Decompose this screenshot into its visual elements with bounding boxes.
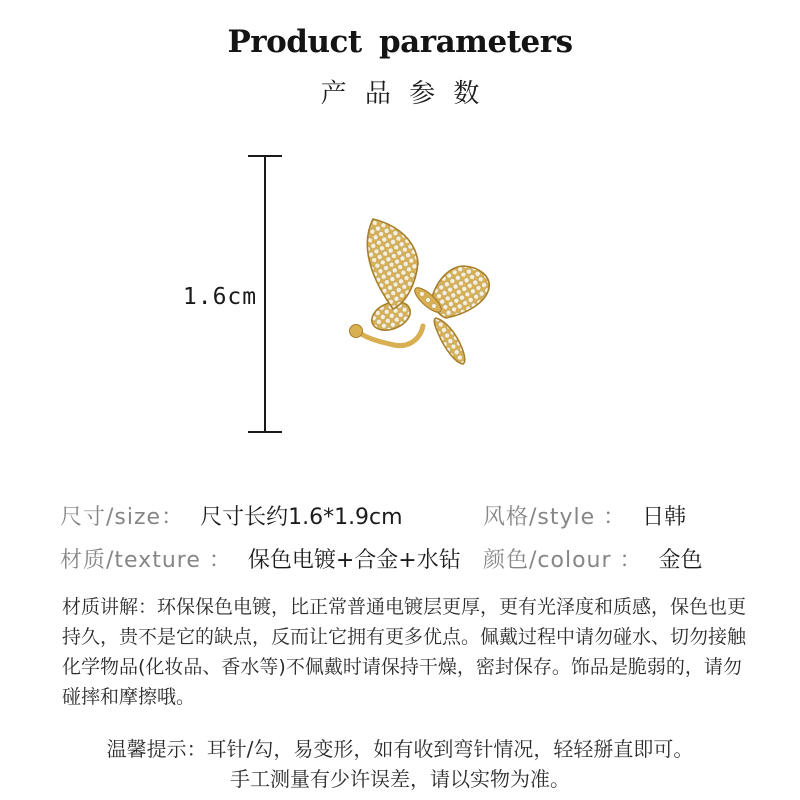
dimension-label: 1.6cm [182, 284, 258, 310]
butterfly-ear-cuff-image [335, 205, 505, 380]
material-description-line: 碰摔和摩擦哦。 [62, 686, 196, 708]
spec-value-texture: 保色电镀+合金+水钻 [247, 548, 461, 573]
spec-row-style [483, 500, 686, 531]
spec-row-texture [60, 543, 461, 574]
spec-row-colour [483, 543, 703, 574]
spec-label-size: 尺寸/size： [60, 505, 185, 530]
spec-label-colour: 颜色/colour ： [483, 548, 643, 573]
material-description-line: 材质讲解：环保保色电镀，比正常普通电镀层更厚，更有光泽度和质感，保色也更 [62, 596, 747, 618]
butterfly-lower-right-wing [434, 318, 465, 364]
body-crystal [426, 298, 431, 303]
spec-value-size: 尺寸长约1.6*1.9cm [200, 505, 403, 530]
spec-row-size [60, 500, 403, 531]
ear-hook-ball [350, 325, 363, 338]
dimension-line-bottom-cap [248, 431, 282, 433]
spec-value-colour: 金色 [658, 548, 703, 573]
spec-label-texture: 材质/texture ： [60, 548, 232, 573]
measurement-disclaimer-note: 手工测量有少许误差，请以实物为准。 [230, 767, 570, 791]
page-subtitle: 产 品 参 数 [320, 79, 485, 109]
material-description [62, 592, 762, 712]
page-title: Product parameters [227, 24, 573, 60]
material-description-line: 化学物品(化妆品、香水等)不佩戴时请保持干燥，密封保存。饰品是脆弱的，请勿 [62, 656, 742, 678]
butterfly-upper-left-wing [367, 219, 418, 309]
body-crystal [420, 292, 425, 297]
spec-label-style: 风格/style ： [483, 505, 627, 530]
spec-value-style: 日韩 [642, 505, 687, 530]
body-crystal [432, 304, 437, 309]
material-description-line: 持久，贵不是它的缺点，反而让它拥有更多优点。佩戴过程中请勿碰水、切勿接触 [62, 626, 747, 648]
warm-tip-note: 温馨提示：耳针/勾，易变形，如有收到弯针情况，轻轻掰直即可。 [106, 737, 694, 761]
